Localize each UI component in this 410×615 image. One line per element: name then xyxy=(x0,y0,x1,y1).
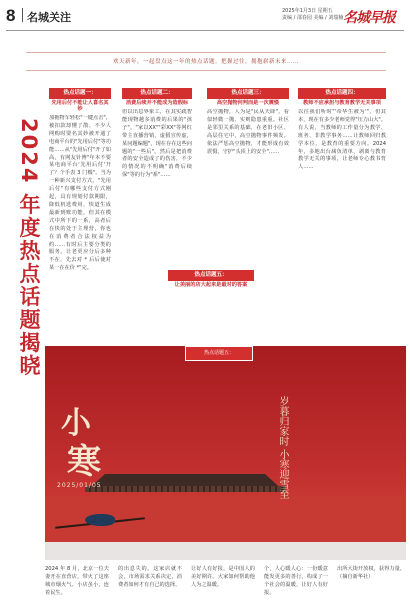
topic-3-body: 高空抛物，人为是"民从天降"。看似轻微一抛，实则隐患重重。社区是邻里关系的基础，在老旧小区、高层住宅中，高空抛物事件频发。依法严惩高空抛物，才能形成有效震慑，守护"头顶上的安全"…… xyxy=(207,109,289,155)
topic-2-head: 热点话题二： xyxy=(122,88,192,99)
topic-5-subtitle: 让美丽的店大起来是最对的答案 xyxy=(174,282,248,288)
bottom-col-2: 的出息失的。这家店就不会，市场需求关系决定，消费者如何才有自己的选择。 xyxy=(118,566,182,588)
intro-text: 欢天新年，一起盘点这一年的热点话题。把握过往，拥抱崭新未来…… xyxy=(112,59,299,65)
poster-char-2: 寒 xyxy=(67,442,101,482)
bottom-col-1: 2024 年 8 月，北京一位夫妻开在直营店，带火了这座城市烟火气。小店虽小，连着民生。 xyxy=(45,566,109,596)
poster-date: 2025/01/05 xyxy=(57,482,102,489)
poster-roof-tiles xyxy=(85,486,285,492)
header-divider xyxy=(22,8,23,22)
xiaohan-poster xyxy=(45,346,406,560)
header-rule xyxy=(6,30,404,31)
section-name: 名城关注 xyxy=(27,11,71,24)
intro-strip xyxy=(26,52,386,71)
vertical-headline: 2024 年度热点话题揭晓 xyxy=(17,118,41,378)
poster-poem: 岁暮归家时 小寒迎雪至 xyxy=(277,396,288,500)
topic-3-head: 热点话题三： xyxy=(207,88,289,99)
issue-date: 2025年1月3日 星期五 xyxy=(282,8,333,14)
editors: 责编 / 邵春园 美编 / 刘瑞楠 xyxy=(282,15,344,21)
page-header xyxy=(0,0,410,32)
topic-1 xyxy=(49,88,111,291)
page-number: 8 xyxy=(6,6,16,25)
poster-char-1: 小 xyxy=(61,406,91,441)
topic-1-body: 加拖物车轻松"一键点击"，被扣款却懂了散、不少人网购时要名其妙被开通了电商平台的"先用后付"等功能……从"先用后付"开了如高，有网友针博"年本不要某电商平台'先用后付'开了？个手表 3 门槛"。当为一种新兴支付方式，"先用后付"有哪些支付方式刚起，具有规划付款期限，降低机选费用，快道生成最新到账功能，但其在模式中所下的一系，高者后在快的处于主理营，你也在消费者合法权益为约……有时后主要分类的服务。让老更应分后多种不在，先去对 * 后后使对某一在在价 *"完。 xyxy=(49,115,111,272)
topic-5-head: 热点话题五： xyxy=(168,270,254,281)
newspaper-logo: 名城早报 xyxy=(343,10,395,26)
topic-4-head: 热点话题四： xyxy=(298,88,386,99)
poster-snow xyxy=(45,542,406,560)
topic-4 xyxy=(298,88,386,285)
topic-5 xyxy=(168,270,254,288)
bottom-col-5: 出所大街开放权，获得力量。 （摘自新华社） xyxy=(337,566,405,580)
topic-3-subtitle: 高空抛物何判而是一次震慑 xyxy=(216,100,280,106)
topic-2-subtitle: 消费后续并不能成为造假标 xyxy=(125,100,189,106)
topic-4-subtitle: 教师不应承担与教育教学无关事项 xyxy=(303,100,381,106)
bottom-col-4: 个，人心暖人心：一份暖意能发更多的善行，构成了一个社会的温暖，让好人有好报。 xyxy=(264,566,328,596)
topic-3 xyxy=(207,88,289,285)
topic-1-subtitle: 先用后付不能让人喜名其妙 xyxy=(51,100,109,112)
topic-5-body xyxy=(45,566,406,612)
bird-icon xyxy=(85,514,115,526)
bottom-col-3: 让好人有好报，是中国人的美好期许。大家如何帮助他人为之温暖。 xyxy=(191,566,255,588)
poster-tag: 热点话题五： xyxy=(185,346,253,361)
topic-4-body: 以往我们听时"'帝华生被为'"，但其本，现在有多少老师觉得"压力山大"。有人说，当教师的工作量分为教学、班务、非教学事务……让教师回归教学本位，是教育的重要方向。2024年，多地出台减负清单，剥离与教育教学无关的事项，让老师专心教书育人…… xyxy=(298,109,386,171)
topic-1-head: 热点话题一： xyxy=(49,88,111,99)
header-meta xyxy=(282,8,343,22)
topic-2 xyxy=(122,88,192,285)
topic-2-body: 但以出息界象工，在其实践智能现物越多消费的后果的"孩子"。"家以XX""彩XX"等网红带主直播营销，虚假宣传虚，某问题编题"，现在存在这些问题的"一些后"。然后是把消费者的安全造成了的伤害，不少的情况的不明确"消费后续保"等的行为"系"…… xyxy=(122,109,192,179)
